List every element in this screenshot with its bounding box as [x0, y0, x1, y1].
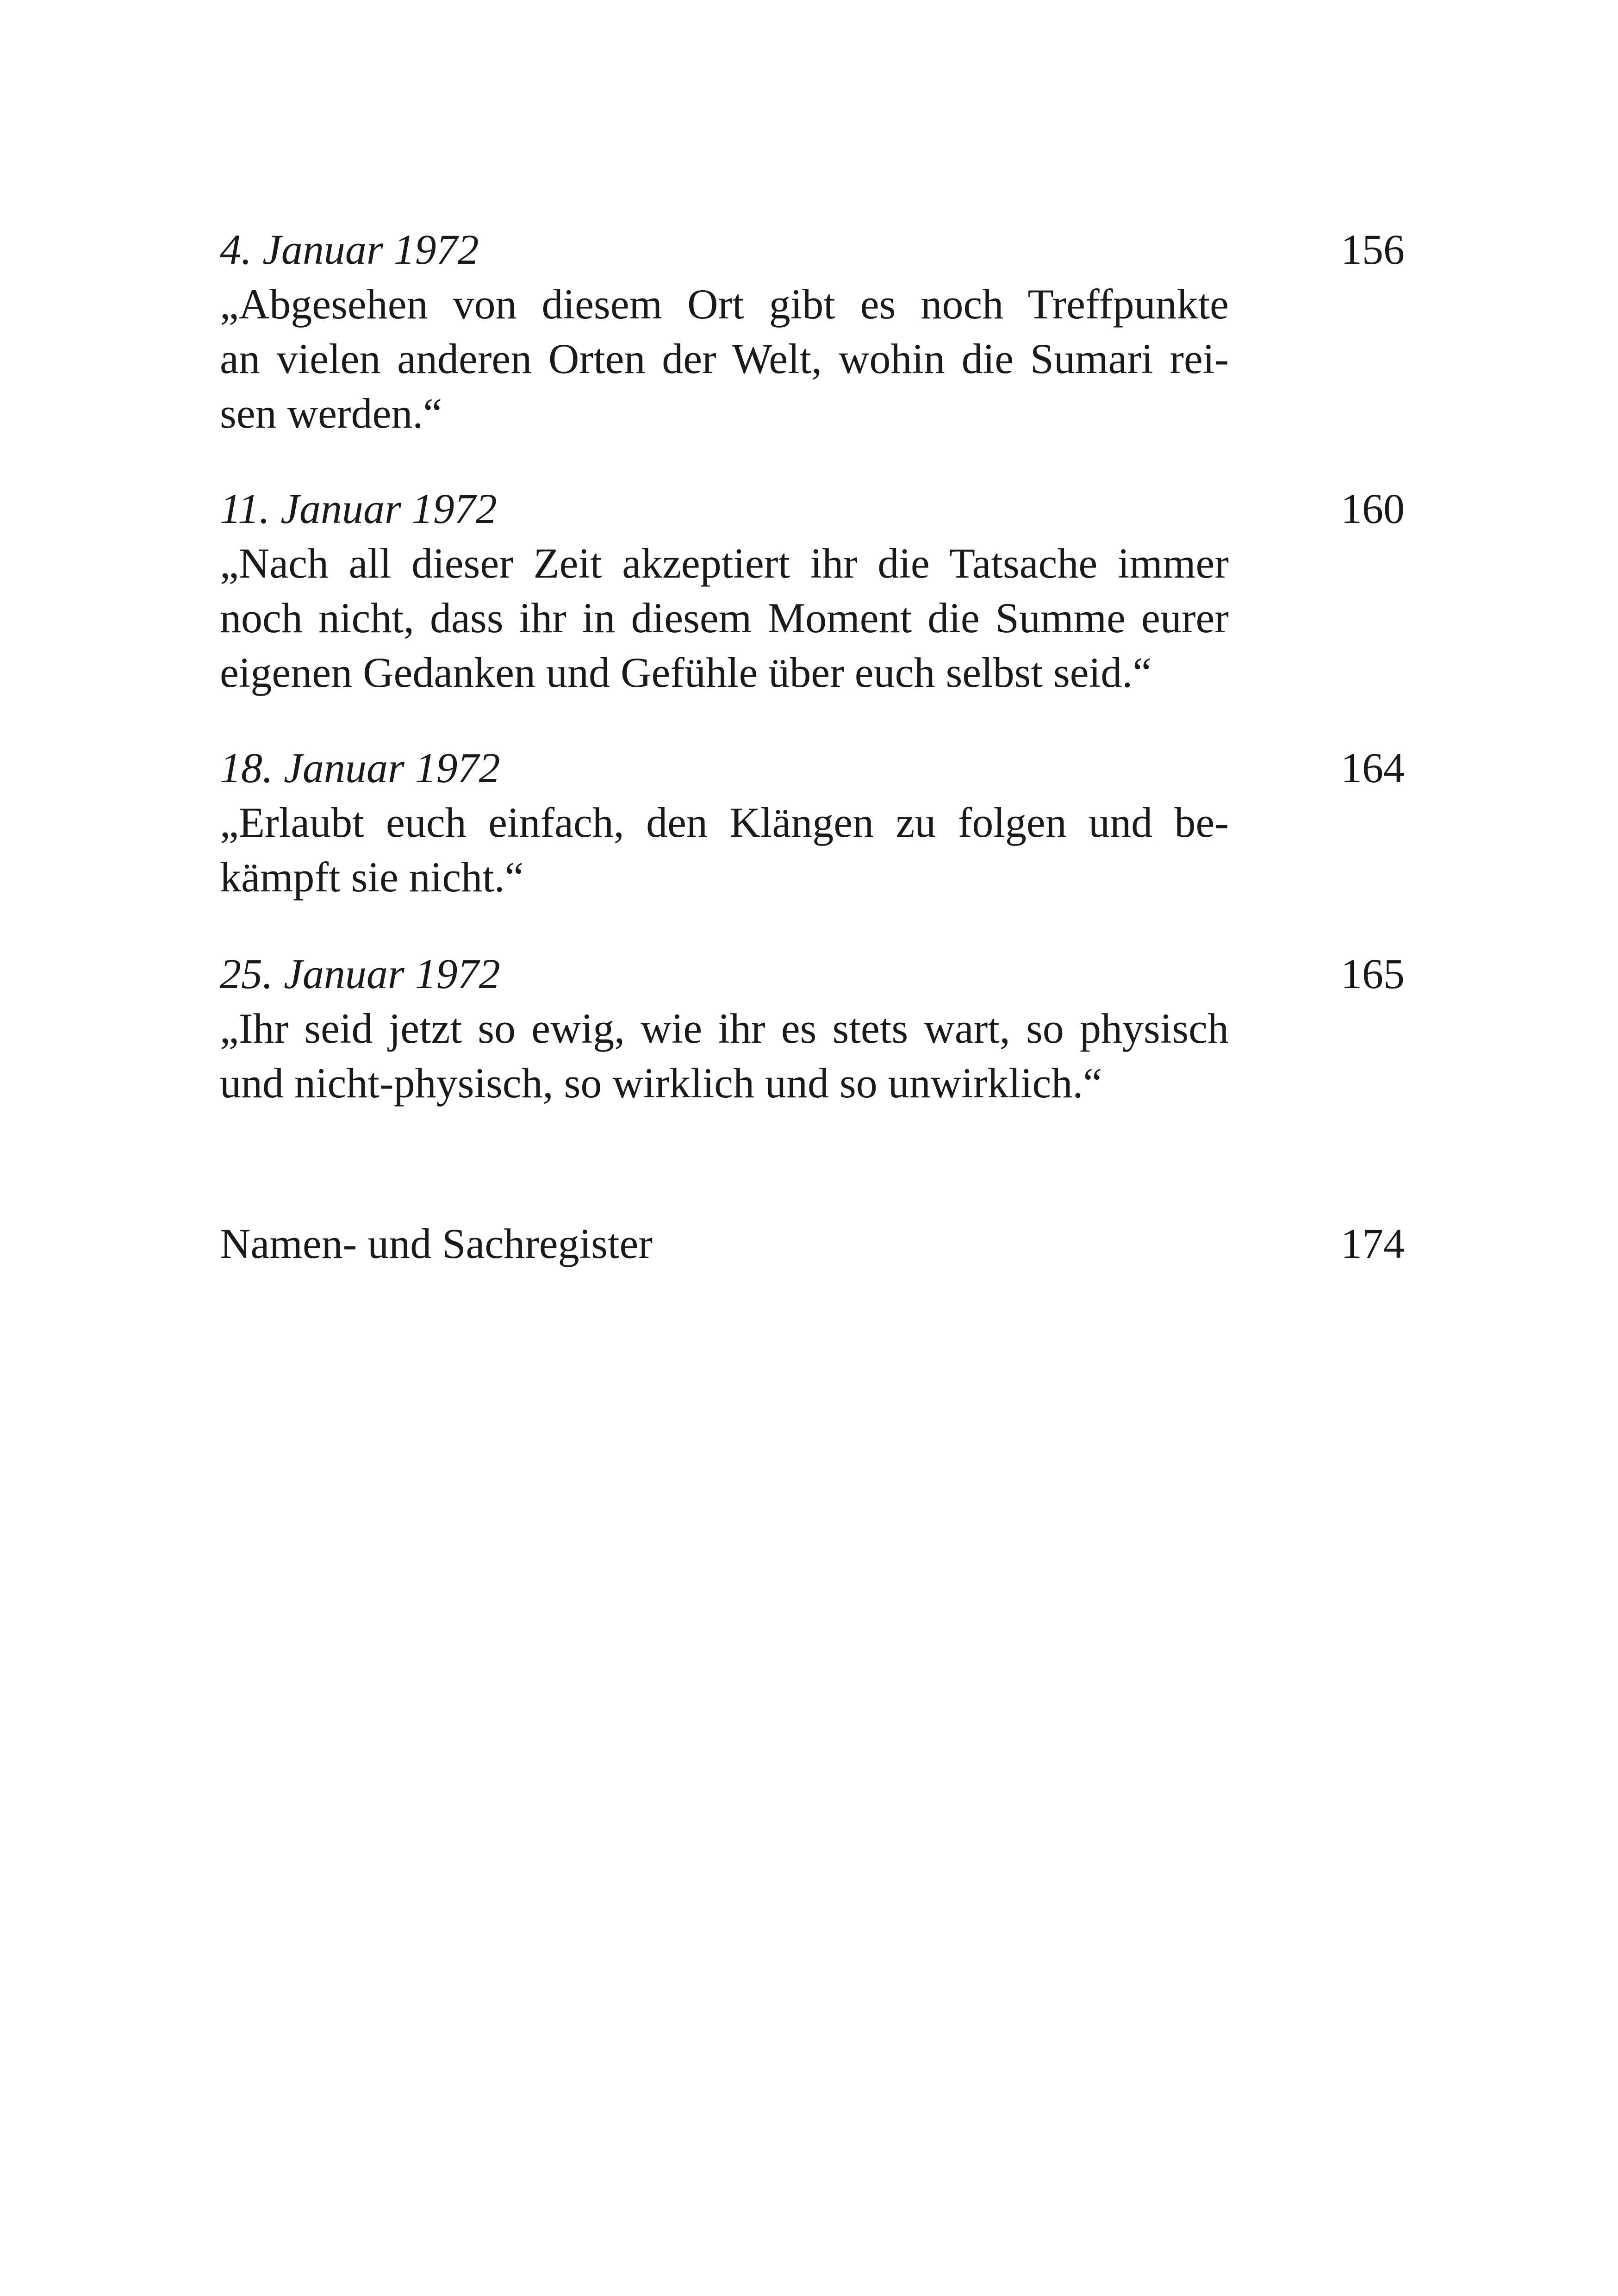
quote-line: „Ihr seid jetzt so ewig, wie ihr es stets wart, so physisch: [220, 1005, 1229, 1052]
toc-entry: [220, 740, 1405, 904]
quote-line: an vielen anderen Orten der Welt, wohin die Sumari rei-: [220, 335, 1229, 382]
register-page-number: 174: [1341, 1220, 1405, 1267]
toc-entry: [220, 222, 1405, 441]
entry-quote: [220, 277, 1229, 441]
toc-entry: [220, 481, 1405, 700]
quote-line: „Erlaubt euch einfach, den Klängen zu folgen und be-: [220, 799, 1229, 846]
toc-entry-header: [220, 740, 1405, 795]
entry-quote: [220, 1001, 1229, 1110]
entry-quote: [220, 536, 1229, 700]
register-entry: [220, 1216, 1405, 1271]
toc-entry: [220, 946, 1405, 1110]
entry-date: 18. Januar 1972: [220, 744, 500, 791]
quote-line: „Abgesehen von diesem Ort gibt es noch Treffpunkte: [220, 280, 1229, 328]
toc-entry-header: [220, 222, 1405, 277]
entry-page-number: 156: [1341, 226, 1405, 273]
entry-page-number: 164: [1341, 744, 1405, 791]
entry-page-number: 160: [1341, 485, 1405, 532]
entry-page-number: 165: [1341, 950, 1405, 997]
entry-date: 4. Januar 1972: [220, 226, 479, 273]
quote-line: sen werden.“: [220, 390, 442, 437]
quote-line: eigenen Gedanken und Gefühle über euch selbst seid.“: [220, 649, 1152, 696]
quote-line: und nicht-physisch, so wirklich und so unwirklich.“: [220, 1059, 1102, 1107]
quote-line: noch nicht, dass ihr in diesem Moment die Summe eurer: [220, 594, 1229, 641]
toc-entry-header: [220, 481, 1405, 536]
entry-quote: [220, 795, 1229, 904]
entry-date: 11. Januar 1972: [220, 485, 497, 532]
quote-line: kämpft sie nicht.“: [220, 853, 524, 901]
quote-line: „Nach all dieser Zeit akzeptiert ihr die Tatsache immer: [220, 540, 1229, 587]
toc-entry-header: [220, 946, 1405, 1001]
entry-date: 25. Januar 1972: [220, 950, 500, 997]
register-label: Namen- und Sachregister: [220, 1220, 653, 1267]
